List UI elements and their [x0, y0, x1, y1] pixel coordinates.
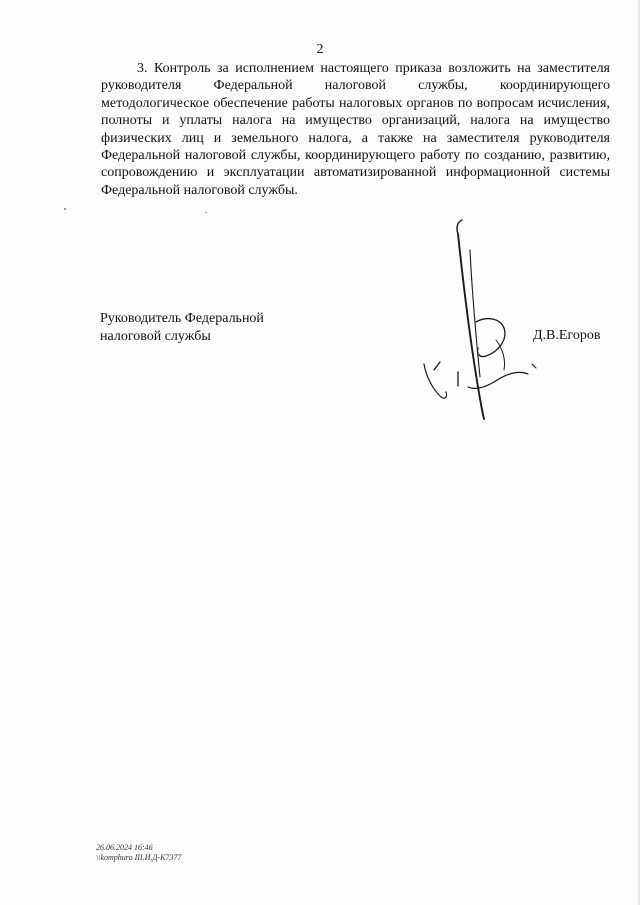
paragraph-line: Федеральной налоговой службы. — [101, 182, 298, 198]
footer-file-path: \\komphuro III.И.Д-К7377 — [96, 853, 182, 862]
footer-timestamp: 26.06.2024 16:46 — [96, 843, 153, 852]
paragraph-line: методологическое обеспечение работы налоговых органов по вопросам исчисления, — [101, 95, 610, 111]
paragraph-line: полноты и уплаты налога на имущество организаций, налога на имущество — [101, 113, 610, 129]
signatory-title-line: Руководитель Федеральной — [100, 311, 264, 326]
paragraph-line: сопровождению и эксплуатации автоматизированной информационной системы — [101, 165, 610, 181]
paragraph-line: 3. Контроль за исполнением настоящего приказа возложить на заместителя — [137, 61, 610, 76]
paragraph-line: руководителя Федеральной налоговой службы, координирующего — [101, 78, 610, 94]
signatory-name: Д.В.Егоров — [533, 328, 601, 343]
signatory-title — [100, 310, 264, 346]
page-number: 2 — [316, 42, 324, 57]
document-footer — [96, 843, 181, 863]
paragraph-line: физических лиц и земельного налога, а также на заместителя руководителя — [101, 130, 610, 146]
scan-speck — [64, 208, 66, 210]
signatory-title-line: налоговой службы — [100, 329, 211, 344]
handwritten-signature — [410, 212, 560, 427]
scan-speck — [205, 212, 207, 213]
paragraph-line: Федеральной налоговой службы, координирующего работу по созданию, развитию, — [101, 148, 610, 164]
order-clause-3 — [101, 60, 610, 199]
